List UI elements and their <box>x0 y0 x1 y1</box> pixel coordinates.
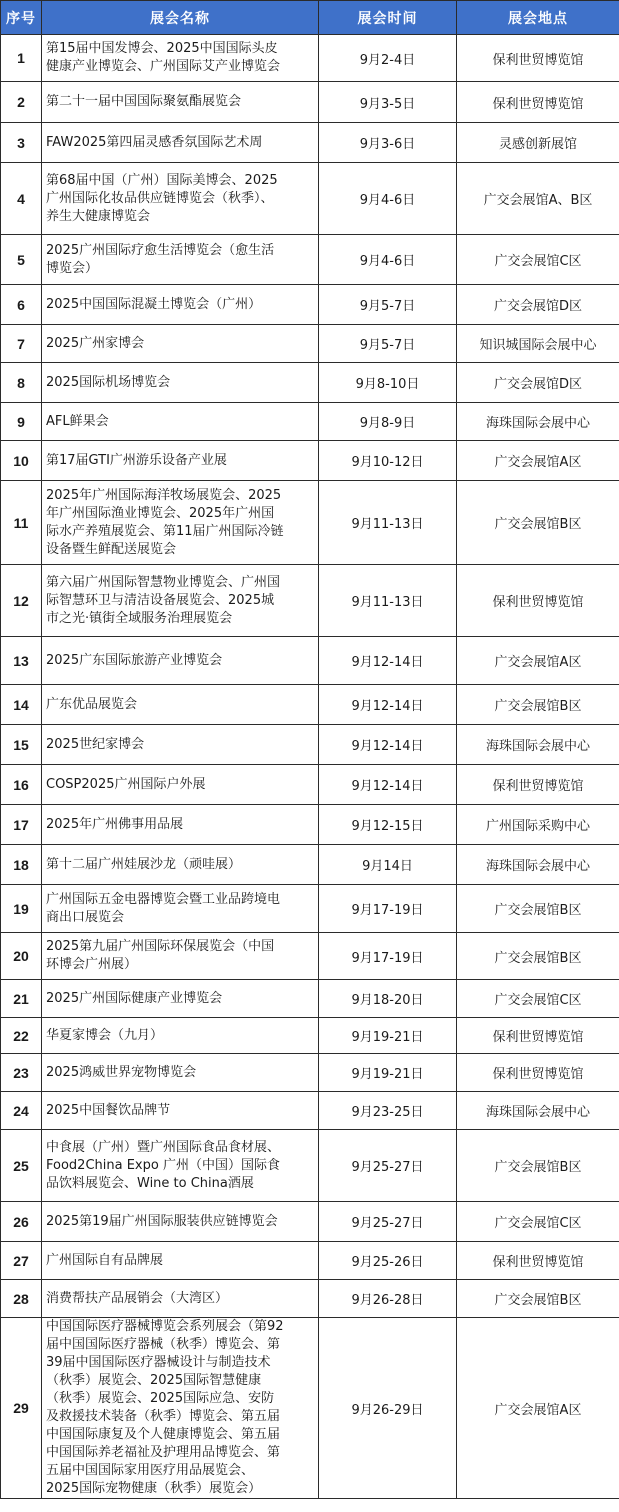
exhibition-venue: 广交会展馆C区 <box>457 1202 619 1242</box>
exhibition-venue: 广交会展馆D区 <box>457 363 619 403</box>
table-row <box>1 933 619 980</box>
exhibition-time: 9月5-7日 <box>319 325 457 363</box>
table-row <box>1 725 619 765</box>
row-index: 10 <box>1 441 42 481</box>
exhibition-time: 9月12-14日 <box>319 685 457 725</box>
row-index: 17 <box>1 805 42 845</box>
exhibition-name: 第15届中国发博会、2025中国国际头皮 健康产业博览会、广州国际艾产业博览会 <box>42 35 319 82</box>
exhibition-venue: 广交会展馆A区 <box>457 637 619 685</box>
table-row <box>1 885 619 933</box>
exhibition-venue: 广交会展馆B区 <box>457 1280 619 1318</box>
exhibition-time: 9月17-19日 <box>319 885 457 933</box>
exhibition-time: 9月14日 <box>319 845 457 885</box>
exhibition-name: 2025世纪家博会 <box>42 725 319 765</box>
table-row <box>1 565 619 637</box>
header-exhibition-name: 展会名称 <box>42 1 319 35</box>
table-row <box>1 325 619 363</box>
exhibition-name: 2025广州家博会 <box>42 325 319 363</box>
exhibition-name: 第六届广州国际智慧物业博览会、广州国 际智慧环卫与清洁设备展览会、2025城 市之光·镇街全域服务治理展览会 <box>42 565 319 637</box>
exhibition-venue: 灵感创新展馆 <box>457 123 619 163</box>
exhibition-name: 第17届GTI广州游乐设备产业展 <box>42 441 319 481</box>
row-index: 4 <box>1 163 42 235</box>
table-header-row <box>1 1 619 35</box>
exhibition-name: 2025广东国际旅游产业博览会 <box>42 637 319 685</box>
row-index: 6 <box>1 285 42 325</box>
row-index: 2 <box>1 82 42 123</box>
exhibition-venue: 海珠国际会展中心 <box>457 845 619 885</box>
row-index: 27 <box>1 1242 42 1280</box>
exhibition-time: 9月25-27日 <box>319 1130 457 1202</box>
table-row <box>1 1092 619 1130</box>
table-row <box>1 123 619 163</box>
table-row <box>1 35 619 82</box>
exhibition-time: 9月19-21日 <box>319 1018 457 1054</box>
row-index: 1 <box>1 35 42 82</box>
exhibition-venue: 知识城国际会展中心 <box>457 325 619 363</box>
row-index: 26 <box>1 1202 42 1242</box>
exhibition-time: 9月12-14日 <box>319 637 457 685</box>
row-index: 13 <box>1 637 42 685</box>
exhibition-time: 9月25-27日 <box>319 1202 457 1242</box>
exhibition-time: 9月11-13日 <box>319 481 457 565</box>
table-row <box>1 235 619 285</box>
row-index: 28 <box>1 1280 42 1318</box>
exhibition-time: 9月5-7日 <box>319 285 457 325</box>
exhibition-venue: 广交会展馆A、B区 <box>457 163 619 235</box>
exhibition-name: 2025鸿威世界宠物博览会 <box>42 1054 319 1092</box>
table-body <box>1 35 619 1499</box>
table-row <box>1 163 619 235</box>
row-index: 19 <box>1 885 42 933</box>
exhibition-venue: 广交会展馆B区 <box>457 685 619 725</box>
row-index: 22 <box>1 1018 42 1054</box>
exhibition-name: 2025广州国际疗愈生活博览会（愈生活 博览会） <box>42 235 319 285</box>
header-index: 序号 <box>1 1 42 35</box>
exhibition-venue: 广交会展馆D区 <box>457 285 619 325</box>
exhibition-name: 2025中国国际混凝土博览会（广州） <box>42 285 319 325</box>
exhibition-name: 广州国际自有品牌展 <box>42 1242 319 1280</box>
exhibition-name: 2025年广州国际海洋牧场展览会、2025 年广州国际渔业博览会、2025年广州国 际水产养殖展览会、第11届广州国际冷链 设备暨生鲜配送展览会 <box>42 481 319 565</box>
exhibition-time: 9月3-6日 <box>319 123 457 163</box>
exhibition-venue: 保利世贸博览馆 <box>457 1242 619 1280</box>
row-index: 5 <box>1 235 42 285</box>
exhibition-name: 2025广州国际健康产业博览会 <box>42 980 319 1018</box>
exhibition-time: 9月12-14日 <box>319 765 457 805</box>
exhibition-venue: 保利世贸博览馆 <box>457 82 619 123</box>
exhibition-venue: 广交会展馆B区 <box>457 933 619 980</box>
exhibition-name: 中国国际医疗器械博览会系列展会（第92 届中国国际医疗器械（秋季）博览会、第 39届中国国际医疗器械设计与制造技术 （秋季）展览会、2025国际智慧健康 （秋季）展览会、2025国际应急、安防 及救援技术装备（秋季）博览会、第五届 中国国际康复及个人健康博览会、第五届 中国国际养老福祉及护理用品博览会、第 五届中国国际家用医疗用品展览会、 2025国际宠物健康（秋季）展览会） <box>42 1318 319 1499</box>
exhibition-venue: 保利世贸博览馆 <box>457 765 619 805</box>
exhibition-venue: 保利世贸博览馆 <box>457 565 619 637</box>
row-index: 20 <box>1 933 42 980</box>
table-row <box>1 82 619 123</box>
exhibition-name: FAW2025第四届灵感香氛国际艺术周 <box>42 123 319 163</box>
exhibition-time: 9月4-6日 <box>319 235 457 285</box>
table-row <box>1 285 619 325</box>
table-row <box>1 765 619 805</box>
table-row <box>1 980 619 1018</box>
exhibition-time: 9月26-28日 <box>319 1280 457 1318</box>
exhibition-time: 9月8-10日 <box>319 363 457 403</box>
exhibition-name: 广东优品展览会 <box>42 685 319 725</box>
exhibition-venue: 广州国际采购中心 <box>457 805 619 845</box>
exhibition-name: COSP2025广州国际户外展 <box>42 765 319 805</box>
exhibition-venue: 保利世贸博览馆 <box>457 1018 619 1054</box>
row-index: 21 <box>1 980 42 1018</box>
row-index: 3 <box>1 123 42 163</box>
row-index: 14 <box>1 685 42 725</box>
table-row <box>1 805 619 845</box>
exhibition-time: 9月4-6日 <box>319 163 457 235</box>
exhibition-name: 第十二届广州娃展沙龙（顽哇展） <box>42 845 319 885</box>
exhibition-time: 9月10-12日 <box>319 441 457 481</box>
table-row <box>1 363 619 403</box>
exhibition-time: 9月19-21日 <box>319 1054 457 1092</box>
exhibition-time: 9月12-15日 <box>319 805 457 845</box>
row-index: 29 <box>1 1318 42 1499</box>
exhibition-venue: 海珠国际会展中心 <box>457 1092 619 1130</box>
table-row <box>1 481 619 565</box>
exhibition-time: 9月11-13日 <box>319 565 457 637</box>
exhibition-name: 2025年广州佛事用品展 <box>42 805 319 845</box>
exhibition-time: 9月18-20日 <box>319 980 457 1018</box>
table-row <box>1 1018 619 1054</box>
row-index: 15 <box>1 725 42 765</box>
exhibition-name: 2025中国餐饮品牌节 <box>42 1092 319 1130</box>
row-index: 18 <box>1 845 42 885</box>
table-row <box>1 403 619 441</box>
exhibition-time: 9月23-25日 <box>319 1092 457 1130</box>
table-row <box>1 1318 619 1499</box>
row-index: 24 <box>1 1092 42 1130</box>
exhibition-venue: 广交会展馆C区 <box>457 235 619 285</box>
exhibition-name: 中食展（广州）暨广州国际食品食材展、 Food2China Expo 广州（中国）国际食 品饮料展览会、Wine to China酒展 <box>42 1130 319 1202</box>
exhibition-venue: 海珠国际会展中心 <box>457 725 619 765</box>
row-index: 11 <box>1 481 42 565</box>
table-row <box>1 441 619 481</box>
exhibition-time: 9月8-9日 <box>319 403 457 441</box>
table-row <box>1 637 619 685</box>
exhibition-venue: 广交会展馆B区 <box>457 885 619 933</box>
row-index: 7 <box>1 325 42 363</box>
exhibition-venue: 海珠国际会展中心 <box>457 403 619 441</box>
exhibition-venue: 广交会展馆B区 <box>457 481 619 565</box>
row-index: 16 <box>1 765 42 805</box>
row-index: 8 <box>1 363 42 403</box>
exhibition-name: 2025第九届广州国际环保展览会（中国 环博会广州展） <box>42 933 319 980</box>
exhibition-name: 广州国际五金电器博览会暨工业品跨境电 商出口展览会 <box>42 885 319 933</box>
row-index: 23 <box>1 1054 42 1092</box>
exhibition-time: 9月26-29日 <box>319 1318 457 1499</box>
exhibition-time: 9月25-26日 <box>319 1242 457 1280</box>
row-index: 9 <box>1 403 42 441</box>
exhibition-time: 9月2-4日 <box>319 35 457 82</box>
table-row <box>1 685 619 725</box>
exhibition-venue: 广交会展馆A区 <box>457 1318 619 1499</box>
exhibition-name: 华夏家博会（九月） <box>42 1018 319 1054</box>
exhibition-time: 9月12-14日 <box>319 725 457 765</box>
table-row <box>1 1280 619 1318</box>
exhibition-time: 9月3-5日 <box>319 82 457 123</box>
exhibition-venue: 广交会展馆C区 <box>457 980 619 1018</box>
exhibition-name: 2025国际机场博览会 <box>42 363 319 403</box>
header-exhibition-time: 展会时间 <box>319 1 457 35</box>
exhibition-venue: 广交会展馆A区 <box>457 441 619 481</box>
table-row <box>1 1242 619 1280</box>
exhibition-name: 消费帮扶产品展销会（大湾区） <box>42 1280 319 1318</box>
exhibition-venue: 保利世贸博览馆 <box>457 1054 619 1092</box>
row-index: 12 <box>1 565 42 637</box>
exhibition-name: AFL鲜果会 <box>42 403 319 441</box>
exhibition-name: 2025第19届广州国际服装供应链博览会 <box>42 1202 319 1242</box>
exhibition-name: 第二十一届中国国际聚氨酯展览会 <box>42 82 319 123</box>
exhibition-time: 9月17-19日 <box>319 933 457 980</box>
header-exhibition-venue: 展会地点 <box>457 1 619 35</box>
table-row <box>1 1054 619 1092</box>
table-row <box>1 1130 619 1202</box>
exhibition-venue: 广交会展馆B区 <box>457 1130 619 1202</box>
exhibition-venue: 保利世贸博览馆 <box>457 35 619 82</box>
exhibition-name: 第68届中国（广州）国际美博会、2025 广州国际化妆品供应链博览会（秋季）、 养生大健康博览会 <box>42 163 319 235</box>
table-row <box>1 845 619 885</box>
table-row <box>1 1202 619 1242</box>
row-index: 25 <box>1 1130 42 1202</box>
